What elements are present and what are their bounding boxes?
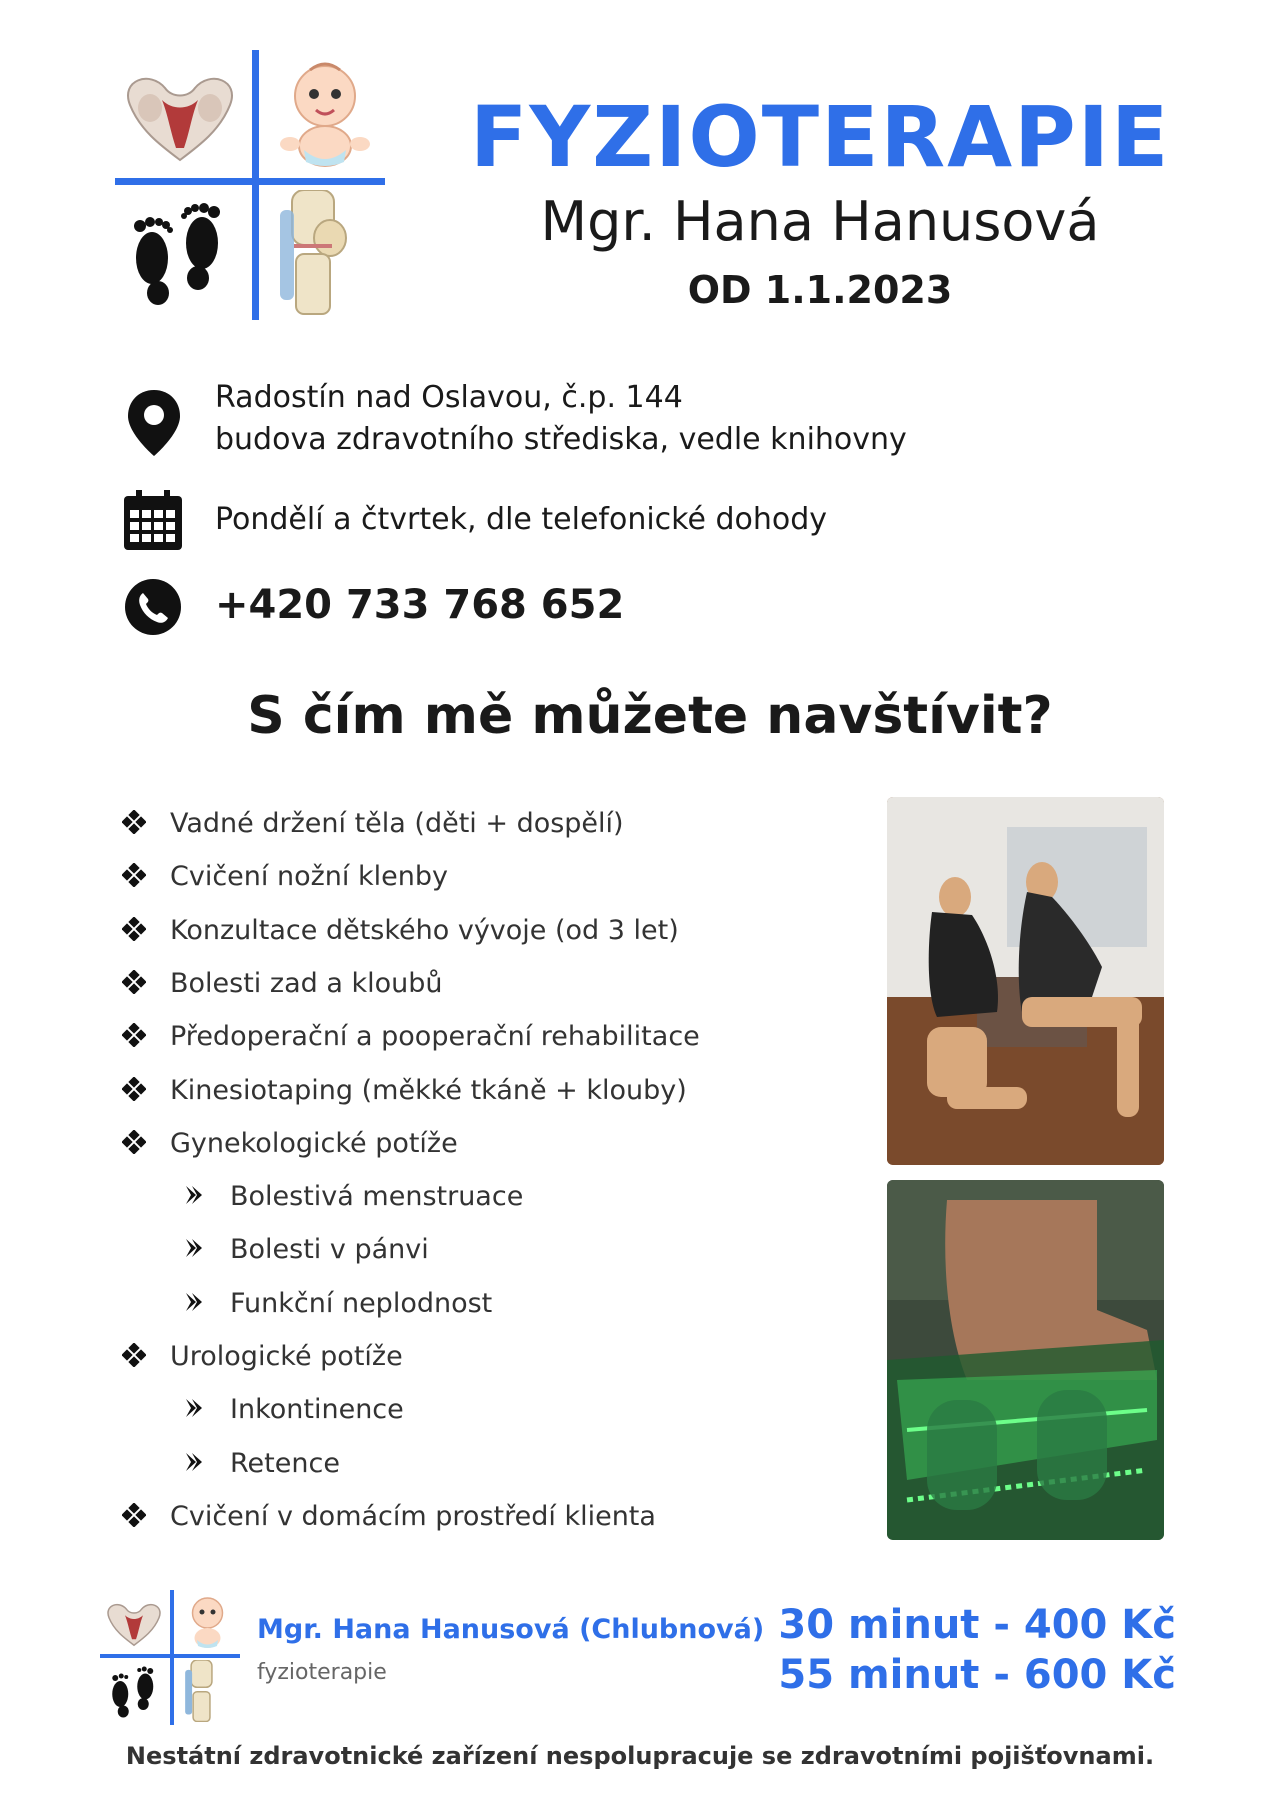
address-line-1: Radostín nad Oslavou, č.p. 144 xyxy=(215,380,683,415)
service-label: Vadné držení těla (děti + dospělí) xyxy=(170,808,624,839)
footer-logo xyxy=(100,1590,240,1725)
page-title: FYZIOTERAPIE xyxy=(470,88,1171,186)
start-date: OD 1.1.2023 xyxy=(687,268,953,312)
service-label: Předoperační a pooperační rehabilitace xyxy=(170,1021,700,1052)
diamond-bullet-icon xyxy=(122,1130,146,1154)
knee-joint-icon xyxy=(180,1660,230,1722)
service-label: Gynekologické potíže xyxy=(170,1128,458,1159)
therapy-photo xyxy=(887,797,1164,1165)
opening-hours: Pondělí a čtvrtek, dle telefonické dohody xyxy=(215,502,828,537)
footer-subtitle: fyzioterapie xyxy=(257,1660,387,1685)
calendar-icon xyxy=(122,488,184,552)
pelvis-icon xyxy=(120,70,240,165)
baby-icon xyxy=(180,1594,235,1650)
services-heading: S čím mě můžete navštívit? xyxy=(247,686,1053,746)
service-label: Urologické potíže xyxy=(170,1341,403,1372)
diamond-bullet-icon xyxy=(122,863,146,887)
service-label: Funkční neplodnost xyxy=(230,1288,493,1319)
service-label: Bolesti v pánvi xyxy=(230,1234,429,1265)
baby-icon xyxy=(270,58,380,170)
pelvis-icon xyxy=(104,1600,164,1648)
service-label: Cvičení v domácím prostředí klienta xyxy=(170,1501,656,1532)
service-label: Inkontinence xyxy=(230,1394,404,1425)
service-label: Bolesti zad a kloubů xyxy=(170,968,443,999)
service-label: Konzultace dětského vývoje (od 3 let) xyxy=(170,915,679,946)
footprints-icon xyxy=(120,198,235,308)
footer-name: Mgr. Hana Hanusová (Chlubnová) xyxy=(257,1614,765,1645)
diamond-bullet-icon xyxy=(122,1077,146,1101)
phone-number[interactable]: +420 733 768 652 xyxy=(215,582,625,628)
foot-scan-photo xyxy=(887,1180,1164,1540)
service-label: Bolestivá menstruace xyxy=(230,1181,524,1212)
phone-icon xyxy=(124,578,182,636)
price-55-min: 55 minut - 600 Kč xyxy=(778,1652,1176,1698)
arrow-bullet-icon xyxy=(182,1450,206,1474)
price-30-min: 30 minut - 400 Kč xyxy=(778,1602,1176,1648)
address-line-2: budova zdravotního střediska, vedle knihovny xyxy=(215,422,907,457)
logo xyxy=(110,50,390,320)
footprints-icon xyxy=(104,1664,162,1719)
service-label: Kinesiotaping (měkké tkáně + klouby) xyxy=(170,1075,687,1106)
diamond-bullet-icon xyxy=(122,1503,146,1527)
diamond-bullet-icon xyxy=(122,1343,146,1367)
arrow-bullet-icon xyxy=(182,1396,206,1420)
knee-joint-icon xyxy=(270,190,370,315)
diamond-bullet-icon xyxy=(122,810,146,834)
therapist-name: Mgr. Hana Hanusová xyxy=(540,190,1100,253)
diamond-bullet-icon xyxy=(122,970,146,994)
arrow-bullet-icon xyxy=(182,1183,206,1207)
service-label: Retence xyxy=(230,1448,340,1479)
diamond-bullet-icon xyxy=(122,917,146,941)
arrow-bullet-icon xyxy=(182,1290,206,1314)
diamond-bullet-icon xyxy=(122,1023,146,1047)
service-label: Cvičení nožní klenby xyxy=(170,861,448,892)
insurance-disclaimer: Nestátní zdravotnické zařízení nespolupracuje se zdravotními pojišťovnami. xyxy=(125,1742,1155,1770)
map-pin-icon xyxy=(126,388,182,458)
arrow-bullet-icon xyxy=(182,1236,206,1260)
